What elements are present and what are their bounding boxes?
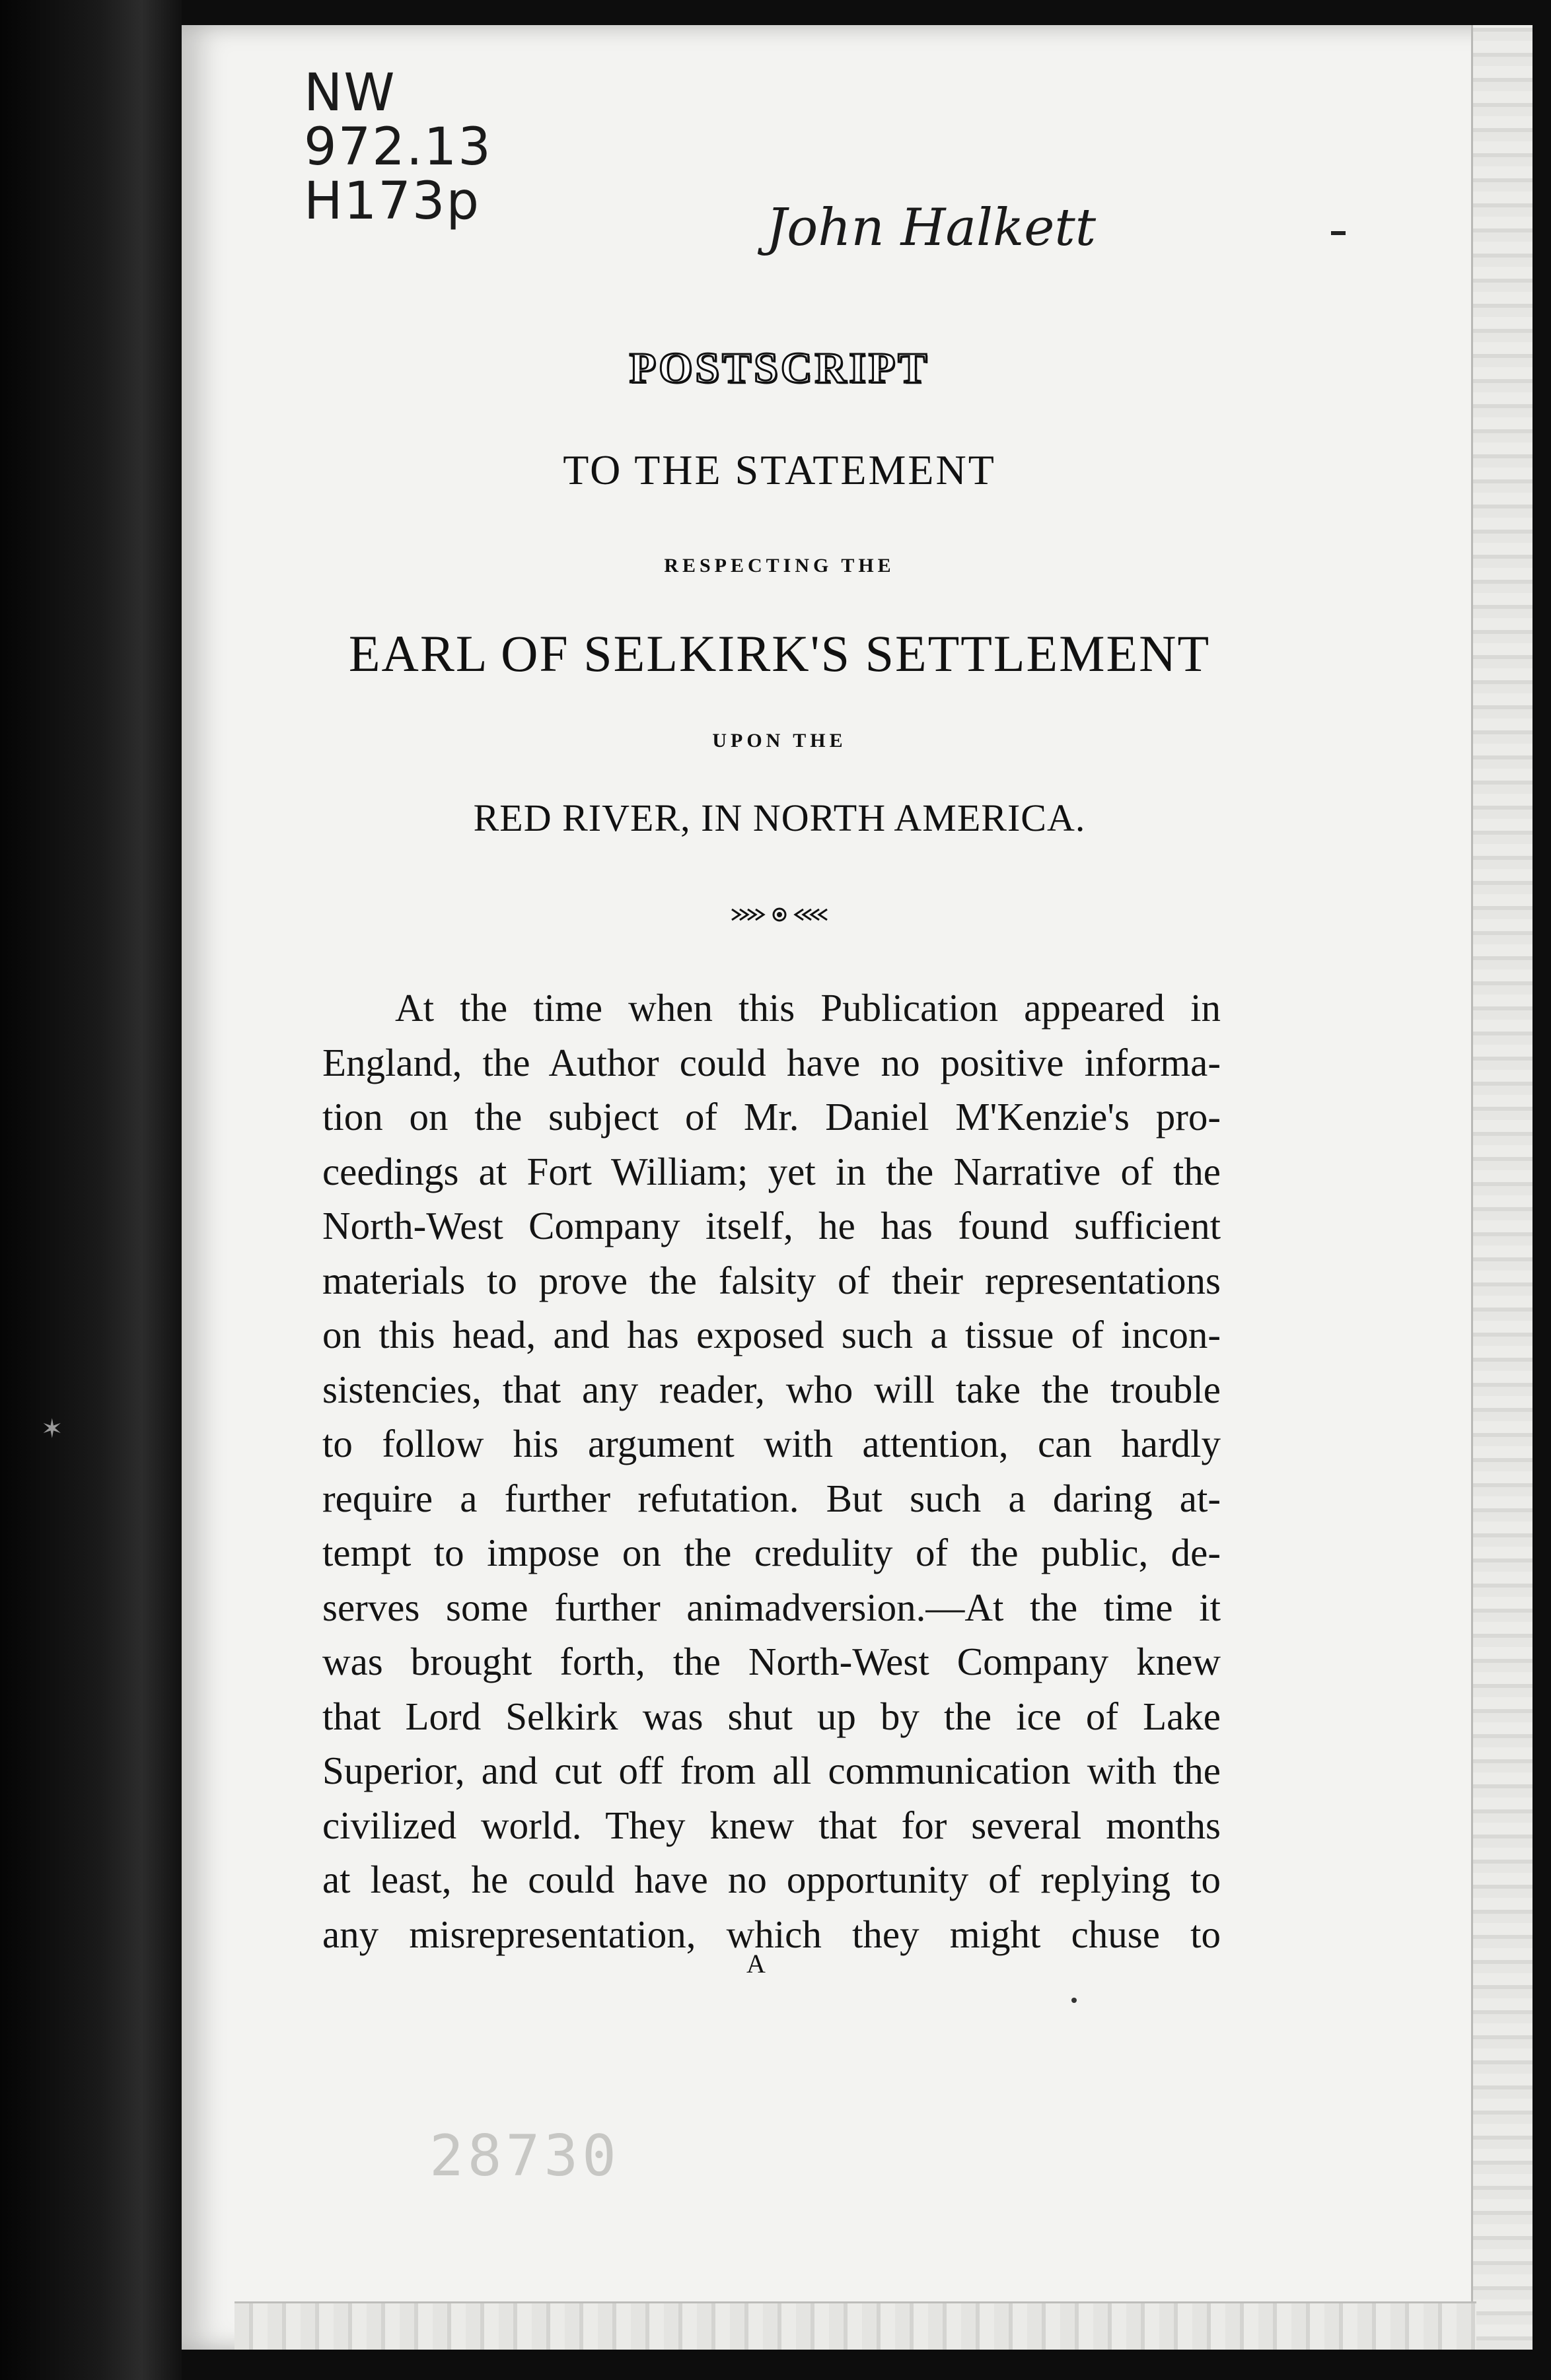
body-line: on this head, and has exposed such a tissue of incon- xyxy=(322,1313,1221,1356)
shelfmark-handwritten xyxy=(304,63,581,231)
body-line: England, the Author could have no positive informa- xyxy=(322,1040,1221,1084)
title-earl-settlement: EARL OF SELKIRK'S SETTLEMENT xyxy=(348,625,1211,682)
body-line: sistencies, that any reader, who will take the trouble xyxy=(322,1367,1221,1411)
body-line: any misrepresentation, which they might chuse to xyxy=(322,1912,1221,1956)
body-text xyxy=(322,981,1221,1961)
shelfmark-line: 972.13 xyxy=(304,118,492,177)
page-edge-bottom xyxy=(234,2301,1476,2350)
body-line: tempt to impose on the credulity of the public, de- xyxy=(322,1531,1221,1574)
title-respecting: RESPECTING THE xyxy=(664,555,895,577)
body-line: serves some further animadversion.—At the time it xyxy=(322,1585,1221,1629)
shelfmark-line: NW xyxy=(304,63,396,123)
owner-signature: John Halkett xyxy=(766,198,1097,258)
body-line: was brought forth, the North-West Company knew xyxy=(322,1640,1221,1683)
body-line: at least, he could have no opportunity of replying to xyxy=(322,1858,1221,1901)
book-spine-shadow xyxy=(0,0,182,2380)
body-line: Superior, and cut off from all communication with the xyxy=(322,1749,1221,1792)
page-edge-right xyxy=(1471,25,1533,2350)
title-upon: UPON THE xyxy=(712,730,847,752)
ornament-divider-icon xyxy=(727,901,832,928)
body-line: At the time when this Publication appeared in xyxy=(395,986,1221,1030)
spine-fleck-mark: ✶ xyxy=(41,1414,63,1444)
title-red-river: RED RIVER, IN NORTH AMERICA. xyxy=(473,796,1086,839)
body-line: civilized world. They knew that for several months xyxy=(322,1803,1221,1847)
title-postscript: POSTSCRIPT xyxy=(629,344,930,392)
margin-dash-mark xyxy=(1331,231,1346,235)
body-line: tion on the subject of Mr. Daniel M'Kenzie's pro- xyxy=(322,1095,1221,1138)
signature-mark: A xyxy=(746,1949,766,1978)
body-line: materials to prove the falsity of their representations xyxy=(322,1258,1221,1302)
body-line: North-West Company itself, he has found sufficient xyxy=(322,1204,1221,1247)
library-stamp-number: 28730 xyxy=(429,2123,620,2189)
body-line: to follow his argument with attention, can hardly xyxy=(322,1422,1221,1465)
body-line: ceedings at Fort William; yet in the Narrative of the xyxy=(322,1149,1221,1193)
body-line: that Lord Selkirk was shut up by the ice of Lake xyxy=(322,1694,1221,1738)
ink-dot xyxy=(1071,1998,1077,2003)
title-to-statement: TO THE STATEMENT xyxy=(563,446,996,493)
shelfmark-line: H173p xyxy=(304,172,481,231)
body-line: require a further refutation. But such a daring at- xyxy=(322,1476,1221,1520)
